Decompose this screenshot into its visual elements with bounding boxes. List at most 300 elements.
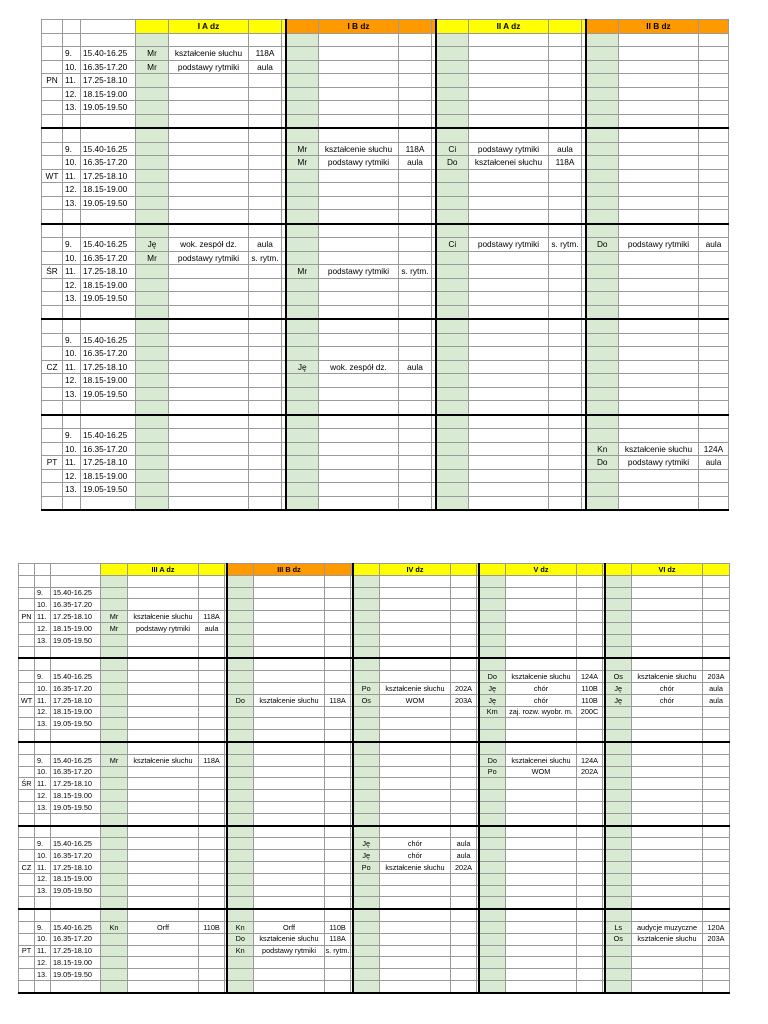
lesson-number: 9. [63, 429, 81, 443]
subject [380, 599, 451, 611]
teacher-code: Do [436, 156, 469, 170]
room [699, 169, 729, 183]
table-row [42, 183, 729, 197]
teacher-code [101, 634, 128, 646]
room [577, 980, 603, 992]
day-label: WT [42, 169, 63, 183]
teacher-code [479, 909, 506, 921]
lesson-number [63, 319, 81, 333]
teacher-code [286, 429, 319, 443]
room [325, 980, 351, 992]
class-header-pad [136, 20, 169, 34]
room [549, 74, 582, 88]
teacher-code [227, 838, 254, 850]
subject [632, 718, 703, 730]
teacher-code [436, 333, 469, 347]
subject [319, 319, 399, 333]
day-label [42, 224, 63, 238]
lesson-time: 15.40-16.25 [51, 754, 101, 766]
subject [380, 885, 451, 897]
lesson-time [51, 730, 101, 742]
teacher-code [605, 706, 632, 718]
table-row [42, 33, 729, 47]
teacher-code [605, 766, 632, 778]
table-row [19, 622, 730, 634]
subject [632, 742, 703, 754]
room [703, 611, 730, 623]
subject [380, 742, 451, 754]
subject [169, 456, 249, 470]
room [699, 60, 729, 74]
room [549, 169, 582, 183]
room [199, 718, 225, 730]
room [703, 897, 730, 909]
subject [380, 813, 451, 825]
teacher-code [101, 575, 128, 587]
lesson-time: 16.35-17.20 [51, 766, 101, 778]
room [451, 634, 477, 646]
lesson-time: 16.35-17.20 [81, 156, 136, 170]
subject [319, 278, 399, 292]
teacher-code [286, 374, 319, 388]
table-row [42, 74, 729, 88]
teacher-code [586, 292, 619, 306]
subject [506, 933, 577, 945]
subject [632, 957, 703, 969]
room [451, 790, 477, 802]
room [703, 658, 730, 670]
subject [319, 74, 399, 88]
day-label [42, 210, 63, 224]
lesson-number: 10. [35, 599, 51, 611]
subject [319, 251, 399, 265]
teacher-code [605, 945, 632, 957]
room [699, 469, 729, 483]
lesson-time: 18.15-19.00 [81, 183, 136, 197]
room [199, 706, 225, 718]
teacher-code [479, 813, 506, 825]
lesson-time [51, 575, 101, 587]
room [549, 196, 582, 210]
table-row [19, 754, 730, 766]
subject [254, 754, 325, 766]
teacher-code [286, 292, 319, 306]
day-label [19, 575, 35, 587]
lesson-time: 15.40-16.25 [81, 333, 136, 347]
teacher-code [436, 496, 469, 510]
day-label [19, 634, 35, 646]
teacher-code [586, 319, 619, 333]
room [249, 347, 282, 361]
subject [469, 196, 549, 210]
room [577, 873, 603, 885]
room [325, 682, 351, 694]
table-row [42, 387, 729, 401]
subject [169, 374, 249, 388]
teacher-code [353, 730, 380, 742]
room [249, 333, 282, 347]
teacher-code [436, 169, 469, 183]
class-header-pad [549, 20, 582, 34]
lesson-time [81, 128, 136, 142]
subject [319, 196, 399, 210]
room [451, 945, 477, 957]
day-label [19, 838, 35, 850]
room [451, 778, 477, 790]
room [577, 658, 603, 670]
teacher-code: Mr [286, 265, 319, 279]
subject [380, 766, 451, 778]
teacher-code [353, 826, 380, 838]
room [399, 74, 432, 88]
room [249, 456, 282, 470]
subject [254, 766, 325, 778]
room [577, 611, 603, 623]
teacher-code [436, 319, 469, 333]
room [249, 33, 282, 47]
lesson-number: 12. [63, 87, 81, 101]
teacher-code [227, 850, 254, 862]
room: 200C [577, 706, 603, 718]
room [699, 401, 729, 415]
room [699, 347, 729, 361]
subject [319, 47, 399, 61]
subject [469, 224, 549, 238]
room [451, 885, 477, 897]
room [399, 483, 432, 497]
room [577, 634, 603, 646]
teacher-code [479, 778, 506, 790]
table-row [42, 415, 729, 429]
day-label [42, 347, 63, 361]
room [703, 873, 730, 885]
room [699, 415, 729, 429]
class-header: I B dz [319, 20, 399, 34]
room [399, 292, 432, 306]
room [325, 826, 351, 838]
room [699, 33, 729, 47]
room [399, 456, 432, 470]
teacher-code: Mr [101, 754, 128, 766]
teacher-code [586, 156, 619, 170]
subject [128, 980, 199, 992]
subject [254, 671, 325, 683]
table-row [19, 969, 730, 981]
subject [128, 826, 199, 838]
subject [128, 599, 199, 611]
subject: kształcenie słuchu [632, 671, 703, 683]
subject [169, 333, 249, 347]
room: 203A [703, 933, 730, 945]
table-row [42, 360, 729, 374]
room [549, 265, 582, 279]
teacher-code [479, 611, 506, 623]
class-header-pad [325, 564, 351, 576]
room [703, 646, 730, 658]
teacher-code: Ję [479, 682, 506, 694]
room [325, 838, 351, 850]
room [549, 251, 582, 265]
lesson-number: 13. [63, 196, 81, 210]
room: 124A [577, 671, 603, 683]
teacher-code [101, 980, 128, 992]
room: 202A [451, 861, 477, 873]
room [199, 742, 225, 754]
room [199, 671, 225, 683]
subject [169, 469, 249, 483]
day-label [19, 742, 35, 754]
teacher-code [586, 87, 619, 101]
room [249, 101, 282, 115]
subject: podstawy rytmiki [469, 142, 549, 156]
subject [469, 169, 549, 183]
subject [619, 210, 699, 224]
subject [469, 347, 549, 361]
teacher-code [136, 128, 169, 142]
teacher-code [586, 33, 619, 47]
room: 203A [703, 671, 730, 683]
table-row [42, 169, 729, 183]
lesson-time: 16.35-17.20 [51, 933, 101, 945]
table-row [19, 873, 730, 885]
subject [506, 742, 577, 754]
subject [469, 47, 549, 61]
subject [319, 429, 399, 443]
teacher-code [353, 658, 380, 670]
teacher-code [353, 671, 380, 683]
teacher-code [479, 873, 506, 885]
subject [128, 801, 199, 813]
teacher-code [227, 718, 254, 730]
subject [169, 360, 249, 374]
subject [619, 469, 699, 483]
day-label [19, 599, 35, 611]
subject [128, 682, 199, 694]
teacher-code [436, 360, 469, 374]
room: 118A [325, 933, 351, 945]
teacher-code [353, 957, 380, 969]
table-row [42, 47, 729, 61]
room [577, 778, 603, 790]
room [699, 305, 729, 319]
room [703, 718, 730, 730]
class-header-pad [399, 20, 432, 34]
room [451, 730, 477, 742]
teacher-code [136, 169, 169, 183]
lesson-time: 19.05-19.50 [81, 196, 136, 210]
table-row [42, 238, 729, 252]
teacher-code [436, 374, 469, 388]
subject [506, 885, 577, 897]
subject [469, 33, 549, 47]
day-label: PT [42, 456, 63, 470]
subject: chór [380, 850, 451, 862]
room [703, 969, 730, 981]
room [451, 909, 477, 921]
table-row [19, 897, 730, 909]
teacher-code [136, 265, 169, 279]
subject [619, 169, 699, 183]
room [549, 128, 582, 142]
day-label [42, 238, 63, 252]
room [249, 74, 282, 88]
room [703, 980, 730, 992]
subject [469, 319, 549, 333]
room [199, 658, 225, 670]
room [199, 599, 225, 611]
teacher-code [353, 611, 380, 623]
subject [632, 838, 703, 850]
day-label: PN [42, 74, 63, 88]
subject [319, 374, 399, 388]
class-header-pad [227, 564, 254, 576]
subject [380, 706, 451, 718]
room [325, 622, 351, 634]
lesson-number: 13. [35, 801, 51, 813]
subject [619, 360, 699, 374]
room [699, 319, 729, 333]
subject [169, 387, 249, 401]
day-label [19, 909, 35, 921]
room [703, 754, 730, 766]
lesson-number [63, 415, 81, 429]
teacher-code [586, 265, 619, 279]
table-row [19, 682, 730, 694]
subject [619, 429, 699, 443]
teacher-code [605, 599, 632, 611]
teacher-code [479, 850, 506, 862]
subject [380, 611, 451, 623]
room [703, 813, 730, 825]
teacher-code [353, 599, 380, 611]
lesson-number [35, 646, 51, 658]
teacher-code [436, 47, 469, 61]
lesson-time [51, 646, 101, 658]
teacher-code: Do [479, 754, 506, 766]
subject [506, 778, 577, 790]
table-row [42, 374, 729, 388]
subject [632, 730, 703, 742]
room [549, 496, 582, 510]
lesson-time: 19.05-19.50 [51, 885, 101, 897]
room [703, 945, 730, 957]
teacher-code [136, 292, 169, 306]
room [549, 319, 582, 333]
room [699, 114, 729, 128]
teacher-code [101, 801, 128, 813]
teacher-code [136, 101, 169, 115]
subject [254, 909, 325, 921]
lesson-time: 15.40-16.25 [51, 838, 101, 850]
subject [506, 873, 577, 885]
room [399, 496, 432, 510]
room [199, 766, 225, 778]
teacher-code [136, 333, 169, 347]
room [549, 415, 582, 429]
subject [169, 210, 249, 224]
room [699, 128, 729, 142]
subject [319, 292, 399, 306]
room [399, 128, 432, 142]
room [699, 265, 729, 279]
subject [469, 456, 549, 470]
day-label [19, 933, 35, 945]
room [577, 945, 603, 957]
room [399, 469, 432, 483]
teacher-code [353, 646, 380, 658]
subject: chór [506, 694, 577, 706]
teacher-code [605, 897, 632, 909]
subject [169, 74, 249, 88]
lesson-number: 11. [35, 945, 51, 957]
corner-cell [63, 20, 81, 34]
room [199, 587, 225, 599]
teacher-code [586, 210, 619, 224]
teacher-code [101, 826, 128, 838]
teacher-code [479, 587, 506, 599]
room: 118A [199, 611, 225, 623]
teacher-code [436, 101, 469, 115]
room [325, 575, 351, 587]
subject [506, 850, 577, 862]
subject [169, 442, 249, 456]
lesson-number [63, 305, 81, 319]
lesson-number: 12. [35, 957, 51, 969]
teacher-code [286, 128, 319, 142]
subject [319, 210, 399, 224]
teacher-code: Os [605, 933, 632, 945]
subject [254, 575, 325, 587]
teacher-code [101, 945, 128, 957]
lesson-number [63, 114, 81, 128]
day-label [42, 128, 63, 142]
teacher-code [586, 347, 619, 361]
teacher-code [286, 415, 319, 429]
teacher-code [227, 826, 254, 838]
subject [254, 730, 325, 742]
lesson-number: 10. [35, 766, 51, 778]
teacher-code [101, 658, 128, 670]
room [249, 401, 282, 415]
teacher-code [586, 169, 619, 183]
room [699, 74, 729, 88]
room [549, 456, 582, 470]
teacher-code [353, 980, 380, 992]
teacher-code [136, 401, 169, 415]
teacher-code [605, 611, 632, 623]
room [399, 210, 432, 224]
lesson-time [81, 305, 136, 319]
table-row [42, 442, 729, 456]
class-header: III A dz [128, 564, 199, 576]
subject [128, 957, 199, 969]
teacher-code [436, 442, 469, 456]
room [199, 909, 225, 921]
teacher-code [586, 401, 619, 415]
class-header-pad [586, 20, 619, 34]
lesson-time: 19.05-19.50 [51, 801, 101, 813]
subject [469, 429, 549, 443]
subject [469, 183, 549, 197]
room [699, 183, 729, 197]
room [249, 469, 282, 483]
teacher-code [605, 778, 632, 790]
class-header-pad [703, 564, 730, 576]
room [325, 813, 351, 825]
lesson-time: 17.25-18.10 [51, 611, 101, 623]
subject: chór [506, 682, 577, 694]
subject [506, 634, 577, 646]
